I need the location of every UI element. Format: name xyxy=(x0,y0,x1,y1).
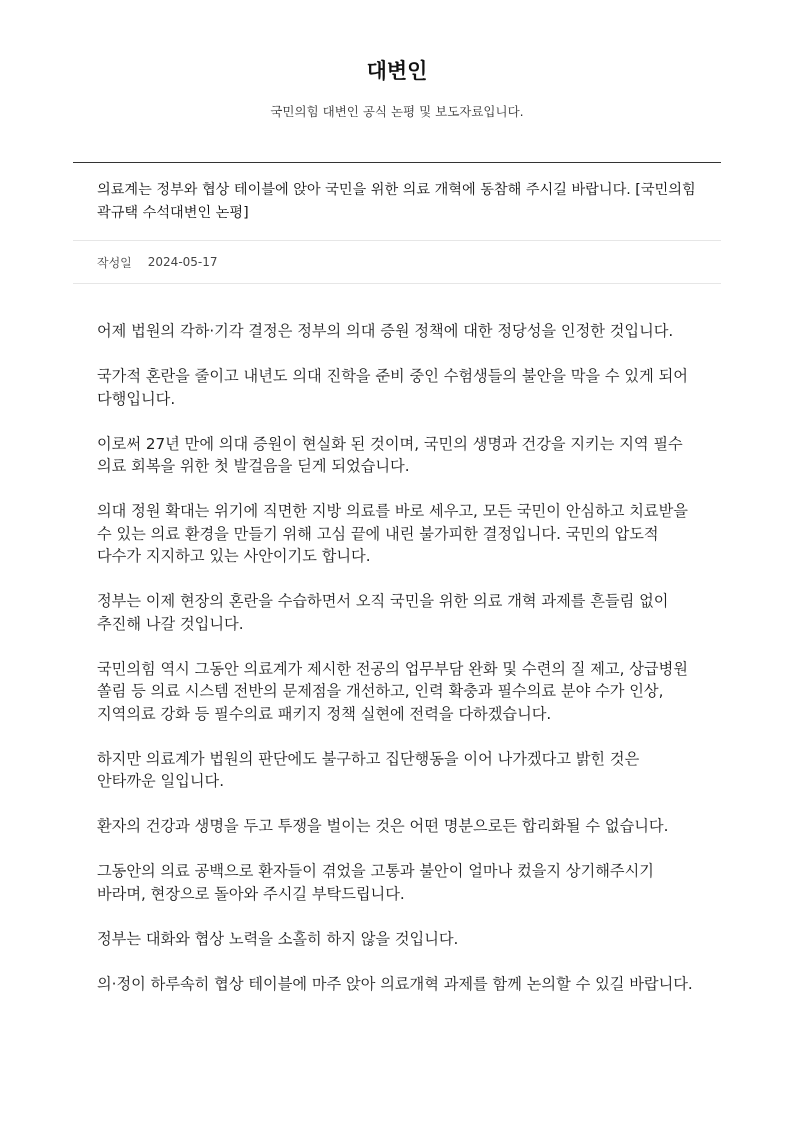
paragraph: 하지만 의료계가 법원의 판단에도 불구하고 집단행동을 이어 나가겠다고 밝힌 것은 안타까운 일입니다. xyxy=(97,749,640,790)
paragraph: 의대 정원 확대는 위기에 직면한 지방 의료를 바로 세우고, 모든 국민이 안심하고 치료받을 수 있는 의료 환경을 만들기 위해 고심 끝에 내린 불가피한 결정입니다. 국민의 압도적 다수가 지지하고 있는 사안이기도 합니다. xyxy=(97,502,688,565)
paragraph: 국가적 혼란을 줄이고 내년도 의대 진학을 준비 중인 수험생들의 불안을 막을 수 있게 되어 다행입니다. xyxy=(97,367,688,408)
date-label: 작성일 xyxy=(97,255,132,270)
board-title: 대변인 xyxy=(366,59,428,83)
paragraph: 환자의 건강과 생명을 두고 투쟁을 벌이는 것은 어떤 명분으로든 합리화될 수 없습니다. xyxy=(97,817,669,835)
paragraph: 이로써 27년 만에 의대 증원이 현실화 된 것이며, 국민의 생명과 건강을 지키는 지역 필수 의료 회복을 위한 첫 발걸음을 딛게 되었습니다. xyxy=(97,434,683,475)
paragraph: 그동안의 의료 공백으로 환자들이 겪었을 고통과 불안이 얼마나 컸을지 상기해주시기 바라며, 현장으로 돌아와 주시길 부탁드립니다. xyxy=(97,862,654,903)
article-meta xyxy=(73,241,721,284)
paragraph: 국민의힘 역시 그동안 의료계가 제시한 전공의 업무부담 완화 및 수련의 질 제고, 상급병원 쏠림 등 의료 시스템 전반의 문제점을 개선하고, 인력 확충과 필수의료 분야 수가 인상, 지역의료 강화 등 필수의료 패키지 정책 실현에 전력을 다하겠습니다. xyxy=(97,659,688,723)
paragraph: 의·정이 하루속히 협상 테이블에 마주 앉아 의료개혁 과제를 함께 논의할 수 있길 바랍니다. xyxy=(97,974,693,993)
board-description: 국민의힘 대변인 공식 논평 및 보도자료입니다. xyxy=(270,104,524,119)
article-title: 의료계는 정부와 협상 테이블에 앉아 국민을 위한 의료 개혁에 동참해 주시길 바랍니다. [국민의힘 곽규택 수석대변인 논평] xyxy=(73,163,721,241)
paragraph: 정부는 대화와 협상 노력을 소홀히 하지 않을 것입니다. xyxy=(97,929,459,948)
paragraph: 정부는 이제 현장의 혼란을 수습하면서 오직 국민을 위한 의료 개혁 과제를 흔들림 없이 추진해 나갈 것입니다. xyxy=(97,592,669,633)
date-value: 2024-05-17 xyxy=(147,255,218,269)
article-body xyxy=(73,284,721,995)
article xyxy=(73,162,721,1018)
paragraph: 어제 법원의 각하·기각 결정은 정부의 의대 증원 정책에 대한 정당성을 인정한 것입니다. xyxy=(97,322,674,340)
